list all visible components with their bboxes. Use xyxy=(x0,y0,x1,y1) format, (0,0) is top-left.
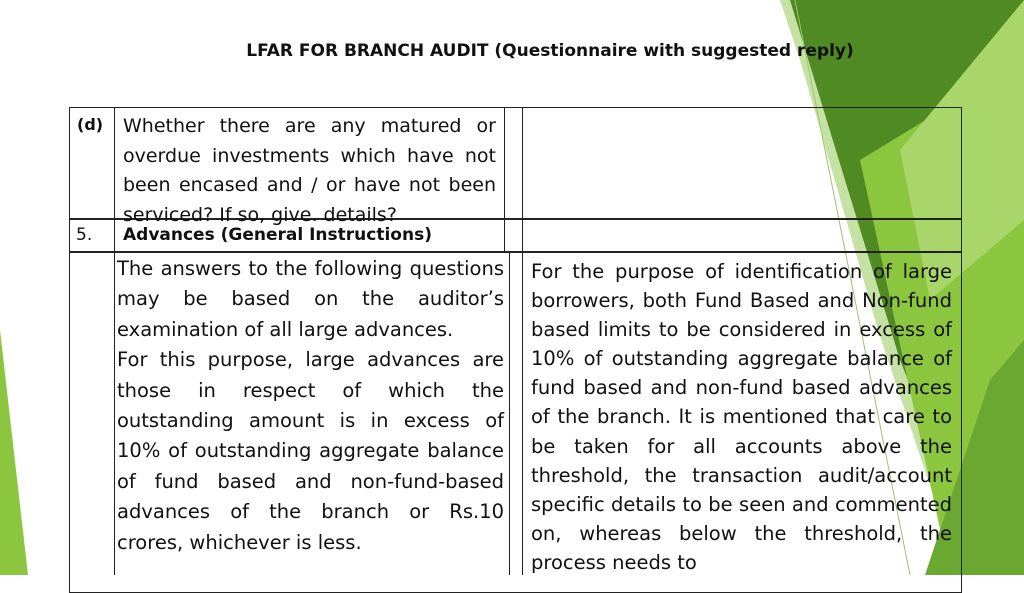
column-divider xyxy=(522,107,523,575)
row-label: (d) xyxy=(77,115,104,134)
column-divider xyxy=(114,107,115,575)
instructions-paragraph: For this purpose, large advances are those in respect of which the outstanding amount is in excess of 10% of outstanding aggregate balance of fund based and non-fund-based advances of the branch or Rs.10 crores, whichever is less. xyxy=(117,348,504,554)
column-divider xyxy=(504,107,505,251)
instructions-paragraph: The answers to the following questions may be based on the auditor’s examination of all large advances. xyxy=(117,257,504,341)
row-number: 5. xyxy=(76,225,93,245)
question-text: Whether there are any matured or overdue investments which have not been encased and / or have not been serviced? If so, give. details? xyxy=(123,115,496,226)
instructions-text xyxy=(117,254,504,558)
left-green-shape xyxy=(0,330,28,575)
section-heading: Advances (General Instructions) xyxy=(123,225,432,245)
suggested-reply-text: For the purpose of identification of large borrowers, both Fund Based and Non-fund based limits to be considered in excess of 10% of outstanding aggregate balance of fund based and non-fund based advances of the branch. It is mentioned that care to be taken for all accounts above the threshold, the transaction audit/account specific details to be seen and commented on, whereas below the threshold, the process needs to xyxy=(531,260,952,574)
slide-title: LFAR FOR BRANCH AUDIT (Questionnaire with suggested reply) xyxy=(246,41,854,61)
column-divider xyxy=(509,251,510,575)
